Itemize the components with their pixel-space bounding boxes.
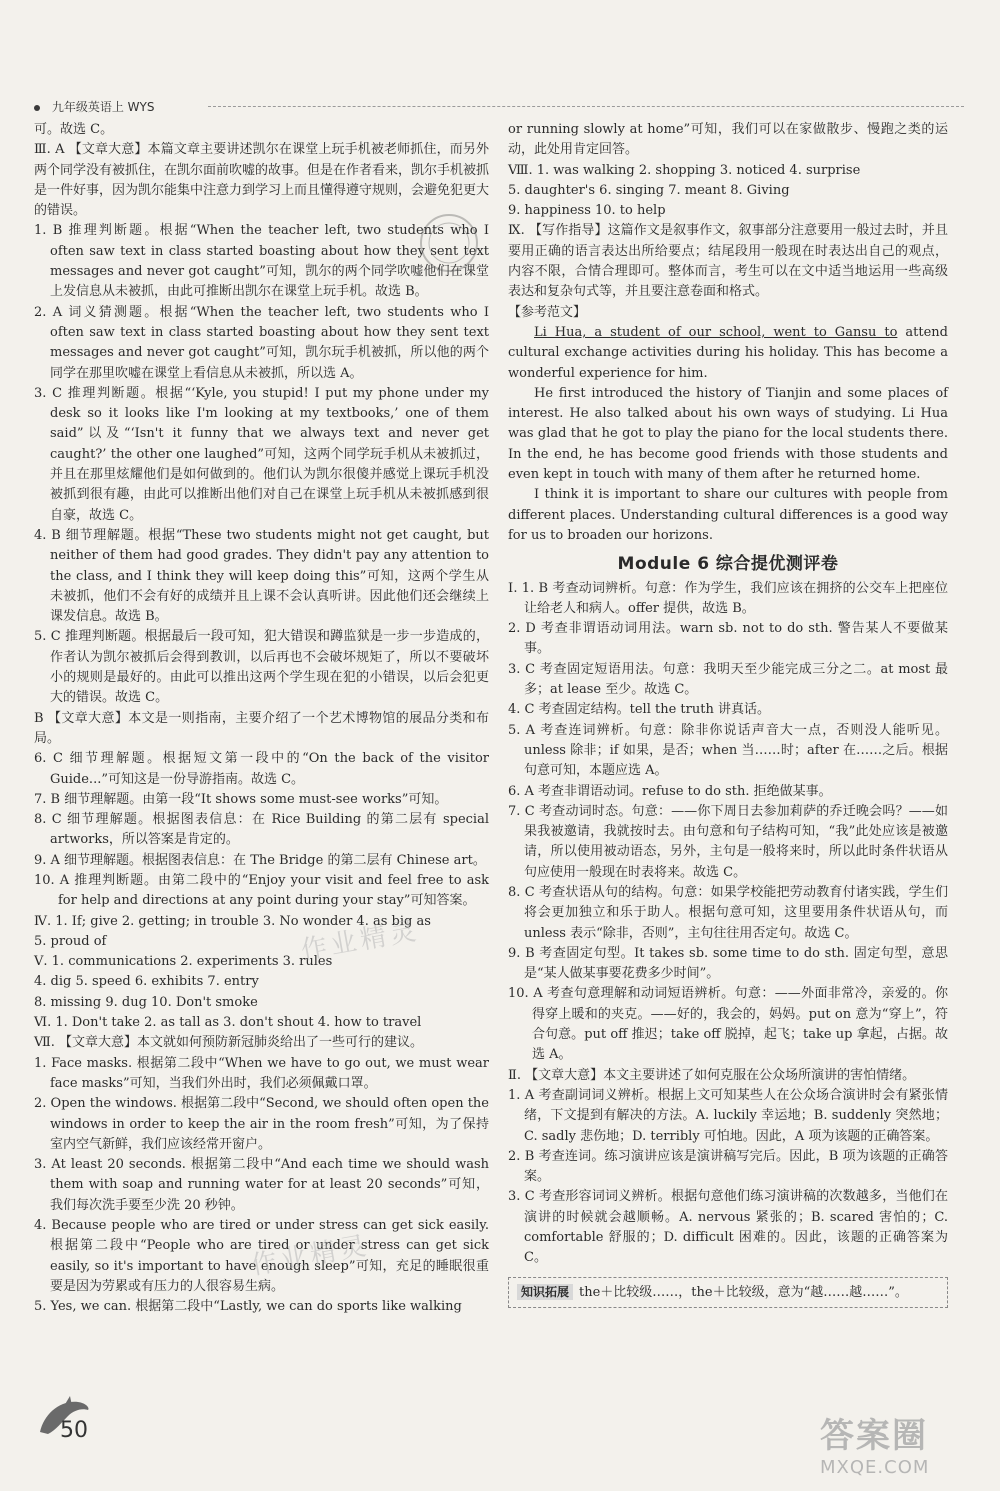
tip-text: the＋比较级……，the＋比较级，意为“越……越……”。 bbox=[579, 1284, 908, 1300]
page-header bbox=[34, 98, 964, 114]
answer-paragraph: 4. C 考查固定结构。tell the truth 讲真话。 bbox=[508, 702, 770, 718]
answer-paragraph: 7. B 细节理解题。由第一段“It shows some must-see works”可知。 bbox=[34, 791, 448, 807]
essay-paragraph-1: Li Hua, a student of our school, went to Gansu to attend cultural exchange activities during his holiday. This has become a wonderful experience for him. bbox=[508, 324, 948, 381]
answer-paragraph: 6. C 细节理解题。根据短文第一段中的“On the back of the visitor Guide...”可知这是一份导游指南。故选 C。 bbox=[34, 751, 489, 787]
answer-paragraph: 1. Face masks. 根据第二段中“When we have to go out, we must wear face masks”可知，当我们外出时，我们必须佩戴口罩。 bbox=[34, 1055, 489, 1091]
answer-paragraph: 10. A 推理判断题。由第二段中的“Enjoy your visit and feel free to ask for help and directions at any point during your stay”可知答案。 bbox=[34, 872, 489, 909]
answer-paragraph: 1. A 考查副词词义辨析。根据上文可知某些人在公众场合演讲时会有紧张情绪，下文提到有解决的方法。A. luckily 幸运地；B. suddenly 突然地；C. sadly 悲伤地；D. terribly 可怕地。因此，A 项为该题的正确答案。 bbox=[508, 1087, 948, 1144]
answer-paragraph: 1. B 推理判断题。根据“When the teacher left, two students who I often saw text in class started boasting about how they sent text messages and never got caught”可知，凯尔的两个同学吹嘘他们在课堂上发信息从未被抓，由此可推断出凯尔在课堂上玩手机。故选 B。 bbox=[34, 223, 489, 300]
answer-paragraph: 3. At least 20 seconds. 根据第二段中“And each time we should wash them with soap and running water for at least 20 seconds”可知，我们每次洗手要至少洗 20 秒钟。 bbox=[34, 1157, 489, 1213]
header-rule bbox=[208, 106, 964, 107]
left-column bbox=[34, 120, 489, 1318]
answer-paragraph: 2. Open the windows. 根据第二段中“Second, we should often open the windows in order to keep the air in the room fresh”可知，为了保持室内空气新鲜，我们应该经常开窗户。 bbox=[34, 1096, 489, 1152]
answer-paragraph: 4. Because people who are tired or under stress can get sick easily. 根据第二段中“People who are tired or under stress can get sick easily, so it's important to have enough sleep”可知，充足的睡眠很重要是因为劳累或有压力的人很容易生病。 bbox=[34, 1218, 489, 1294]
answer-paragraph: 5. A 考查连词辨析。句意：除非你说话声音大一点，否则没人能听见。unless 除非；if 如果，是否；when 当……时；after 在……之后。根据句意可知，本题应选 A。 bbox=[508, 722, 948, 779]
site-logo bbox=[820, 1408, 980, 1478]
answer-paragraph: 可。故选 C。 bbox=[34, 122, 114, 137]
answer-paragraph: B 【文章大意】本文是一则指南，主要介绍了一个艺术博物馆的展品分类和布局。 bbox=[34, 710, 489, 746]
answer-paragraph: 3. C 考查形容词词义辨析。根据句意他们练习演讲稿的次数越多，当他们在演讲的时候就会越顺畅。A. nervous 紧张的；B. scared 害怕的；C. comfortable 舒服的；D. difficult 困难的。因此，该题的正确答案为 C。 bbox=[508, 1189, 948, 1266]
logo-url-text: MXQE.COM bbox=[820, 1457, 930, 1478]
answer-paragraph: 5. C 推理判断题。根据最后一段可知，犯大错误和蹲监狱是一步一步造成的，作者认为凯尔被抓后会得到教训，以后再也不会破坏规矩了，所以不要破坏小的规则是最好的。由此可以推出这两个学生现在犯的小错误，以后会犯更大的错误。故选 C。 bbox=[34, 629, 489, 706]
logo-main-text: 答案圈 bbox=[820, 1416, 928, 1456]
tip-label: 知识拓展 bbox=[517, 1284, 573, 1300]
answer-paragraph: 8. C 考查状语从句的结构。句意：如果学校能把劳动教育付诸实践，学生们将会更加独立和乐于助人。根据句意可知，这里要用条件状语从句，而 unless 表示“除非，否则”，主句往往用否定句。故选 C。 bbox=[508, 884, 948, 941]
answer-paragraph: 9. B 考查固定句型。It takes sb. some time to do sth. 固定句型，意思是“某人做某事要花费多少时间”。 bbox=[508, 945, 948, 982]
answer-paragraph: 2. D 考查非谓语动词用法。warn sb. not to do sth. 警告某人不要做某事。 bbox=[508, 621, 948, 657]
answer-paragraph: Ⅷ. 1. was walking 2. shopping 3. noticed 4. surprise bbox=[508, 162, 861, 178]
answer-paragraph: 6. A 考查非谓语动词。refuse to do sth. 拒绝做某事。 bbox=[508, 783, 832, 799]
answer-paragraph: 5. daughter's 6. singing 7. meant 8. Giving bbox=[508, 182, 790, 198]
answer-paragraph: 7. C 考查动词时态。句意：——你下周日去参加莉萨的乔迁晚会吗？——如果我被邀请，我就按时去。由句意和句子结构可知，“我”此处应该是被邀请，所以使用被动语态，另外，主句是一般将来时，所以此时条件状语从句应使用一般现在时表将来。故选 C。 bbox=[508, 803, 948, 880]
answer-paragraph: 8. C 细节理解题。根据图表信息：在 Rice Building 的第二层有 special artworks，所以答案是肯定的。 bbox=[34, 812, 489, 848]
answer-paragraph: 9. happiness 10. to help bbox=[508, 203, 666, 219]
watermark-text-2: 作业精灵 bbox=[248, 1230, 373, 1282]
essay-underlined-phrase: Li Hua, a student of our school, went to Gansu to bbox=[534, 324, 898, 340]
answers-block-top bbox=[508, 120, 948, 323]
answers-block-bottom bbox=[508, 579, 948, 1269]
answer-paragraph: or running slowly at home”可知，我们可以在家做散步、慢跑之类的运动，此处用肯定回答。 bbox=[508, 122, 948, 158]
answer-paragraph: Ⅰ. 1. B 考查动词辨析。句意：作为学生，我们应该在拥挤的公交车上把座位让给老人和病人。offer 提供，故选 B。 bbox=[508, 580, 948, 616]
module-title: Module 6 综合提优测评卷 bbox=[617, 554, 839, 575]
essay-paragraph-3: I think it is important to share our cultures with people from different places. Understanding cultural differences is a good way for us to broaden our horizons. bbox=[508, 487, 948, 543]
approval-stamp-icon bbox=[418, 212, 480, 274]
answer-paragraph: Ⅴ. 1. communications 2. experiments 3. rules bbox=[34, 954, 333, 970]
answer-paragraph: 2. A 词义猜测题。根据“When the teacher left, two students who I often saw text in class started boasting about how they sent text messages and never got caught”可知，凯尔玩手机被抓，所以他的两个同学在那里吹嘘在课堂上看信息从未被抓，所以选 A。 bbox=[34, 304, 489, 381]
answer-paragraph: 【参考范文】 bbox=[508, 304, 587, 320]
answer-paragraph: Ⅳ. 1. If; give 2. getting; in trouble 3. No wonder 4. as big as bbox=[34, 913, 431, 929]
answer-paragraph: Ⅸ. 【写作指导】这篇作文是叙事作文，叙事部分注意要用一般过去时，并且要用正确的语言表达出所给要点；结尾段用一般现在时表达出自己的观点，内容不限，合情合理即可。整体而言，考生可以在文中适当地运用一些高级表达和复杂句式等，并且要注意卷面和格式。 bbox=[508, 223, 948, 300]
bullet-dot bbox=[34, 105, 40, 111]
book-title: 九年级英语上 WYS bbox=[51, 100, 155, 114]
answer-paragraph: Ⅱ. 【文章大意】本文主要讲述了如何克服在公众场所演讲的害怕情绪。 bbox=[508, 1067, 916, 1083]
answer-paragraph: 4. dig 5. speed 6. exhibits 7. entry bbox=[34, 974, 259, 990]
page-number: 50 bbox=[60, 1418, 88, 1443]
answer-paragraph: 4. B 细节理解题。根据“These two students might not get caught, but neither of them had good grades. They didn't pay any attention to the class, and I think they will keep doing this”可知，这两个学生从未被抓，他们不会有好的成绩并且上课不会认真听讲。因此他们还会继续上课发信息。故选 B。 bbox=[34, 527, 489, 625]
answer-paragraph: 5. proud of bbox=[34, 933, 107, 949]
answer-paragraph: 8. missing 9. dug 10. Don't smoke bbox=[34, 994, 258, 1010]
answer-paragraph: 10. A 考查句意理解和动词短语辨析。句意：——外面非常冷，亲爱的。你得穿上暖和的夹克。——好的，我会的，妈妈。put on 意为“穿上”，符合句意。put off 推迟；take off 脱掉，起飞；take up 拿起，占据。故选 A。 bbox=[508, 986, 948, 1063]
answer-paragraph: 5. Yes, we can. 根据第二段中“Lastly, we can do sports like walking bbox=[34, 1299, 462, 1315]
answer-paragraph: Ⅶ. 【文章大意】本文就如何预防新冠肺炎给出了一些可行的建议。 bbox=[34, 1035, 424, 1051]
answer-paragraph: 3. C 推理判断题。根据“‘Kyle, you stupid! I put my phone under my desk so it looks like I'm looking at my textbooks,’ one of them said”以及“‘Isn't it funny that we always text and never get caught?’ the other one laughed”可知，这两个同学玩手机从未被抓过，并且在那里炫耀他们是如何做到的。他们认为凯尔很傻并感觉上课玩手机没被抓到很有趣，由此可以推断出他们对自己在课堂上玩手机从未被抓感到很自豪，故选 C。 bbox=[34, 385, 489, 523]
right-column bbox=[508, 120, 948, 1308]
watermark-text-1: 作业精灵 bbox=[298, 915, 423, 967]
answer-paragraph: 3. C 考查固定短语用法。句意：我明天至少能完成三分之二。at most 最多；at lease 至少。故选 C。 bbox=[508, 661, 948, 698]
essay-paragraph-2: He first introduced the history of Tianjin and some places of interest. He also talked about his own ways of studying. Li Hua was glad that he got to play the piano for the local students there. In the end, he has become good friends with those students and even kept in touch with many of them after he returned home. bbox=[508, 385, 948, 483]
answer-paragraph: Ⅲ. A 【文章大意】本篇文章主要讲述凯尔在课堂上玩手机被老师抓住，而另外两个同学没有被抓住，在凯尔面前吹嘘的故事。但是在作者看来，凯尔手机被抓是一件好事，因为凯尔能集中注意力到学习上而且懂得遵守规则，会避免犯更大的错误。 bbox=[34, 142, 490, 219]
answer-paragraph: Ⅵ. 1. Don't take 2. as tall as 3. don't shout 4. how to travel bbox=[34, 1015, 422, 1031]
knowledge-tip-box bbox=[508, 1277, 948, 1308]
answer-paragraph: 9. A 细节理解题。根据图表信息：在 The Bridge 的第二层有 Chinese art。 bbox=[34, 852, 486, 868]
answer-paragraph: 2. B 考查连词。练习演讲应该是演讲稿写完后。因此，B 项为该题的正确答案。 bbox=[508, 1148, 948, 1185]
